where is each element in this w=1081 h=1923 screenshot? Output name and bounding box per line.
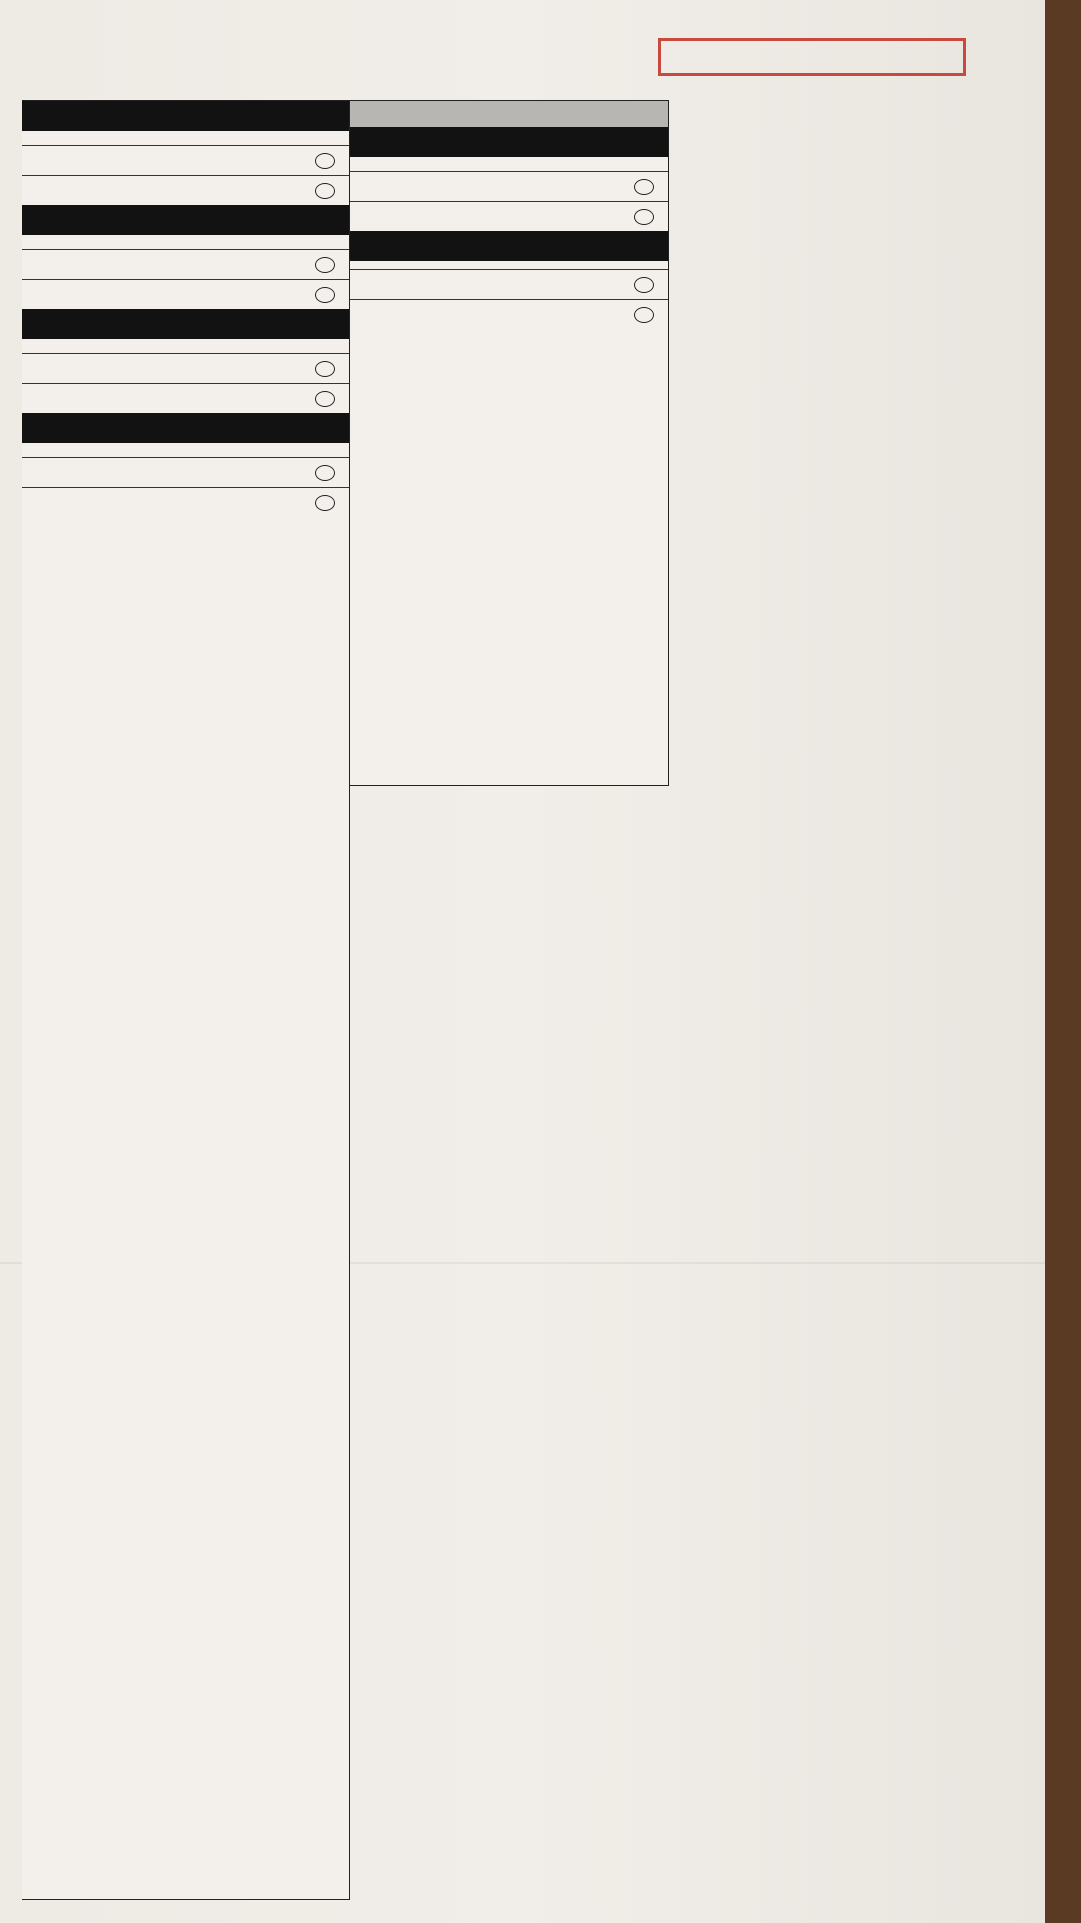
vote-oval[interactable] [315, 183, 335, 199]
vote-oval[interactable] [634, 307, 654, 323]
vote-option-yes[interactable] [22, 457, 349, 487]
proposition-title [350, 127, 668, 157]
vote-option-no[interactable] [350, 299, 668, 329]
proposition-title [22, 413, 349, 443]
vote-oval[interactable] [315, 465, 335, 481]
proposition-subtitle [22, 443, 349, 449]
vote-oval[interactable] [315, 495, 335, 511]
left-column [22, 100, 350, 1900]
vote-option-yes[interactable] [350, 171, 668, 201]
vote-oval[interactable] [315, 153, 335, 169]
vote-oval[interactable] [634, 277, 654, 293]
vote-option-no[interactable] [22, 279, 349, 309]
proposition-479 [350, 127, 668, 231]
vote-option-yes[interactable] [22, 353, 349, 383]
vote-option-no[interactable] [22, 175, 349, 205]
right-column [349, 100, 669, 786]
proposition-title [22, 205, 349, 235]
proposition-title [22, 309, 349, 339]
vote-option-yes[interactable] [350, 269, 668, 299]
proposition-subtitle [22, 131, 349, 137]
vote-option-yes[interactable] [22, 145, 349, 175]
proposition-title [22, 101, 349, 131]
vote-option-no[interactable] [350, 201, 668, 231]
vote-oval[interactable] [315, 361, 335, 377]
proposition-312 [22, 101, 349, 205]
vote-oval[interactable] [315, 391, 335, 407]
proposition-subtitle [350, 157, 668, 163]
proposition-subtitle [22, 339, 349, 345]
timing-marks-top [80, 0, 980, 24]
proposition-subtitle [22, 235, 349, 241]
proposition-314 [22, 309, 349, 413]
proposition-title [350, 231, 668, 261]
vote-option-yes[interactable] [22, 249, 349, 279]
card-label [658, 38, 966, 76]
proposition-313 [22, 205, 349, 309]
proposition-486 [350, 231, 668, 329]
proposition-315 [22, 413, 349, 517]
vote-oval[interactable] [634, 179, 654, 195]
county-section-header [350, 101, 668, 127]
vote-oval[interactable] [315, 257, 335, 273]
vote-option-no[interactable] [22, 383, 349, 413]
vote-oval[interactable] [315, 287, 335, 303]
vote-oval[interactable] [634, 209, 654, 225]
vote-option-no[interactable] [22, 487, 349, 517]
